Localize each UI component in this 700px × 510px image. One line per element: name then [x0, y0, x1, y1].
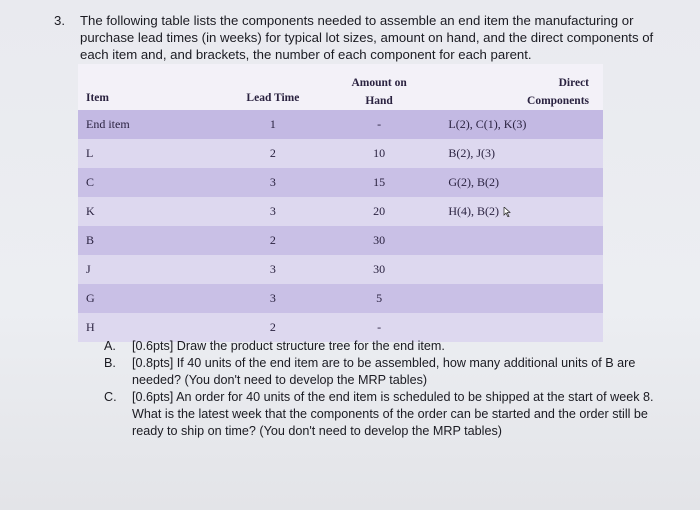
mouse-pointer-icon [503, 207, 511, 217]
question-letter: B. [104, 356, 116, 370]
cell-item: G [78, 284, 218, 313]
table-row [78, 255, 603, 284]
table-row [78, 284, 603, 313]
question-text: [0.8pts] If 40 units of the end item are to be assembled, how many additional units of B are needed? (You don't need to develop the MRP tables) [132, 356, 636, 387]
cell-item: J [78, 255, 218, 284]
cell-direct: B(2), J(3) [430, 139, 603, 168]
sub-questions [104, 338, 664, 440]
cell-direct [430, 255, 603, 284]
question-header [54, 12, 664, 63]
cell-onhand: - [328, 313, 431, 342]
question-letter: C. [104, 390, 117, 404]
cell-onhand: 5 [328, 284, 431, 313]
question-number: 3. [54, 13, 65, 28]
cell-onhand: 15 [328, 168, 431, 197]
cell-onhand: - [328, 110, 431, 139]
table-header-row [78, 64, 603, 110]
cell-direct [430, 284, 603, 313]
header-amount-line1: Amount on [351, 77, 407, 89]
header-amount-line2: Hand [365, 95, 393, 107]
question-a [104, 338, 664, 355]
cell-onhand: 20 [328, 197, 431, 226]
cell-direct: L(2), C(1), K(3) [430, 110, 603, 139]
question-c [104, 389, 664, 440]
table-row [78, 226, 603, 255]
cell-item: H [78, 313, 218, 342]
header-lead-time: Lead Time [218, 64, 328, 110]
cell-lead: 2 [218, 226, 328, 255]
cell-direct [430, 197, 603, 226]
cell-lead: 3 [218, 168, 328, 197]
cell-lead: 2 [218, 313, 328, 342]
cell-onhand: 30 [328, 255, 431, 284]
table-row [78, 110, 603, 139]
header-direct-line2: Components [527, 95, 589, 107]
table-row [78, 139, 603, 168]
header-item: Item [78, 64, 218, 110]
cell-item: B [78, 226, 218, 255]
cell-lead: 1 [218, 110, 328, 139]
cell-onhand: 10 [328, 139, 431, 168]
cell-lead: 3 [218, 255, 328, 284]
cell-lead: 3 [218, 284, 328, 313]
header-direct-line1: Direct [558, 77, 589, 89]
cell-lead: 3 [218, 197, 328, 226]
cell-item: L [78, 139, 218, 168]
header-amount-on-hand [328, 64, 431, 110]
table-row [78, 168, 603, 197]
question-letter: A. [104, 339, 116, 353]
question-text: [0.6pts] An order for 40 units of the end item is scheduled to be shipped at the start of week 8. What is the latest week that the components of the order can be started and the order still be ready to ship on time? (You don't need to develop the MRP tables) [132, 390, 654, 438]
header-direct-components [430, 64, 603, 110]
cell-direct: G(2), B(2) [430, 168, 603, 197]
question-b [104, 355, 664, 389]
cell-onhand: 30 [328, 226, 431, 255]
cell-lead: 2 [218, 139, 328, 168]
question-text: [0.6pts] Draw the product structure tree for the end item. [132, 339, 445, 353]
table-row [78, 197, 603, 226]
cell-item: K [78, 197, 218, 226]
cell-item: C [78, 168, 218, 197]
cell-direct [430, 226, 603, 255]
question-text: The following table lists the components needed to assemble an end item the manufacturing or purchase lead times (in weeks) for typical lot sizes, amount on hand, and the direct components of each item and, and brackets, the number of each component for each parent. [80, 13, 654, 62]
components-table [78, 64, 603, 342]
cell-direct-text: H(4), B(2) [448, 204, 500, 218]
cell-item: End item [78, 110, 218, 139]
